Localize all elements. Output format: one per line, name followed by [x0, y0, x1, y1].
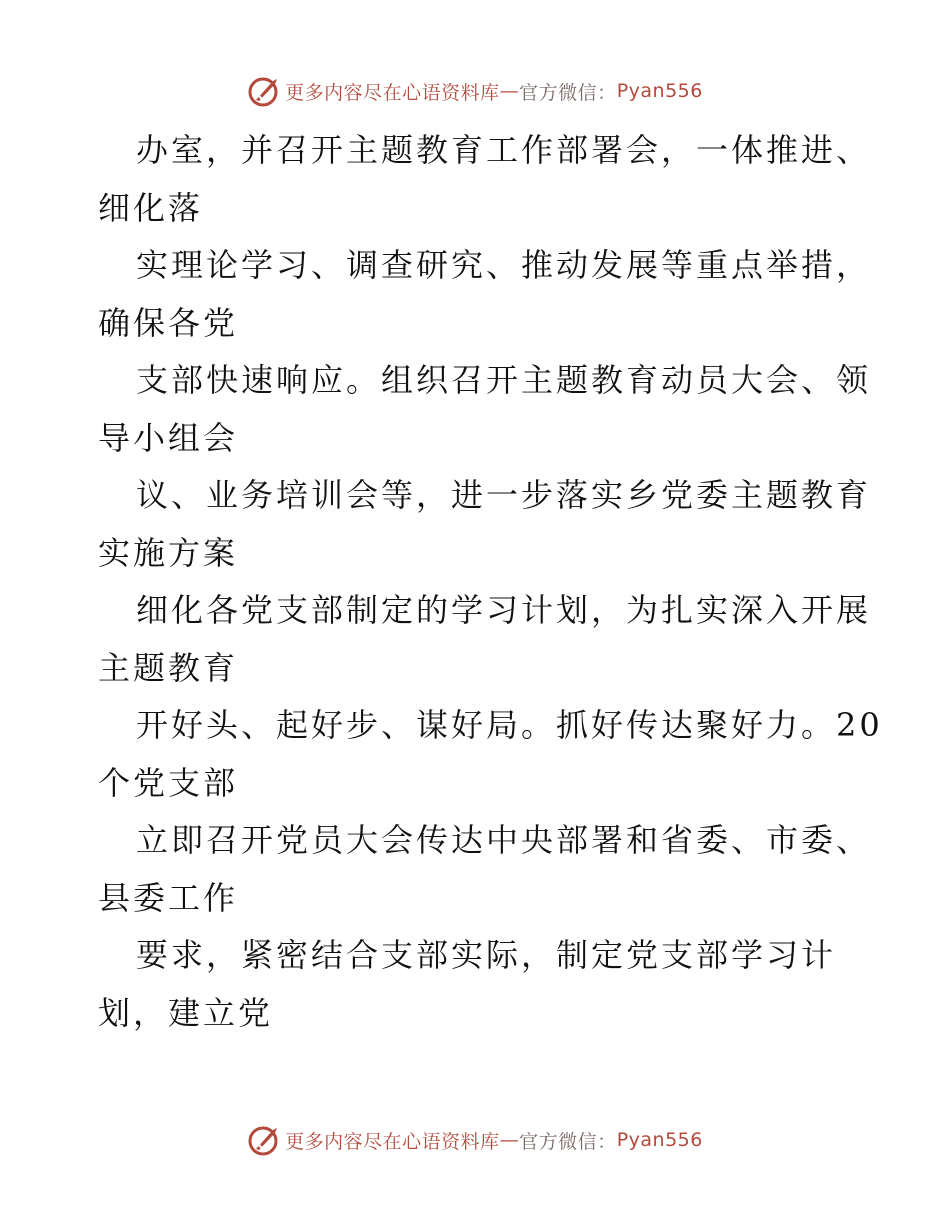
quill-logo-icon	[247, 1123, 281, 1157]
paragraph-line: 导小组会	[98, 418, 239, 457]
footer-wechat-label: 官方微信：	[519, 1130, 617, 1153]
paragraph-line: 划，建立党	[98, 993, 274, 1032]
header-wechat-id: Pyan556	[616, 80, 703, 102]
paragraph-line: 主题教育	[98, 648, 239, 687]
footer-brand-text: 更多内容尽在心语资料库	[285, 1130, 500, 1153]
paragraph-line: 个党支部	[98, 763, 239, 802]
paragraph-line: 实施方案	[98, 533, 239, 572]
paragraph-line: 要求，紧密结合支部实际，制定党支部学习计	[136, 936, 837, 974]
header-brand-text: 更多内容尽在心语资料库	[285, 81, 500, 104]
paragraph-line: 细化落	[98, 188, 204, 227]
paragraph-line: 细化各党支部制定的学习计划，为扎实深入开展	[136, 591, 872, 629]
paragraph-line: 办室，并召开主题教育工作部署会，一体推进、	[136, 131, 872, 169]
quill-logo-icon	[247, 74, 281, 108]
paragraph	[98, 122, 872, 237]
paragraph-line: 立即召开党员大会传达中央部署和省委、市委、	[136, 821, 872, 859]
paragraph-line: 确保各党	[98, 303, 239, 342]
paragraph	[98, 237, 872, 352]
paragraph	[98, 582, 872, 697]
header-wechat-label: 官方微信：	[519, 81, 617, 104]
paragraph	[98, 697, 883, 812]
paragraph-line: 开好头、起好步、谋好局。抓好传达聚好力。20	[136, 706, 883, 744]
paragraph-line: 县委工作	[98, 878, 239, 917]
paragraph	[98, 927, 858, 1042]
paragraph	[98, 352, 872, 467]
header-watermark	[0, 71, 950, 111]
paragraph	[98, 812, 872, 927]
paragraph-line: 议、业务培训会等，进一步落实乡党委主题教育	[136, 476, 872, 514]
paragraph-line: 支部快速响应。组织召开主题教育动员大会、领	[136, 361, 872, 399]
footer-watermark	[0, 1120, 950, 1160]
paragraph	[98, 467, 872, 582]
footer-dash: —	[499, 1129, 520, 1151]
paragraph-line: 实理论学习、调查研究、推动发展等重点举措，	[136, 246, 872, 284]
footer-wechat-id: Pyan556	[616, 1129, 703, 1151]
document-body	[98, 122, 883, 1042]
header-dash: —	[499, 80, 520, 102]
